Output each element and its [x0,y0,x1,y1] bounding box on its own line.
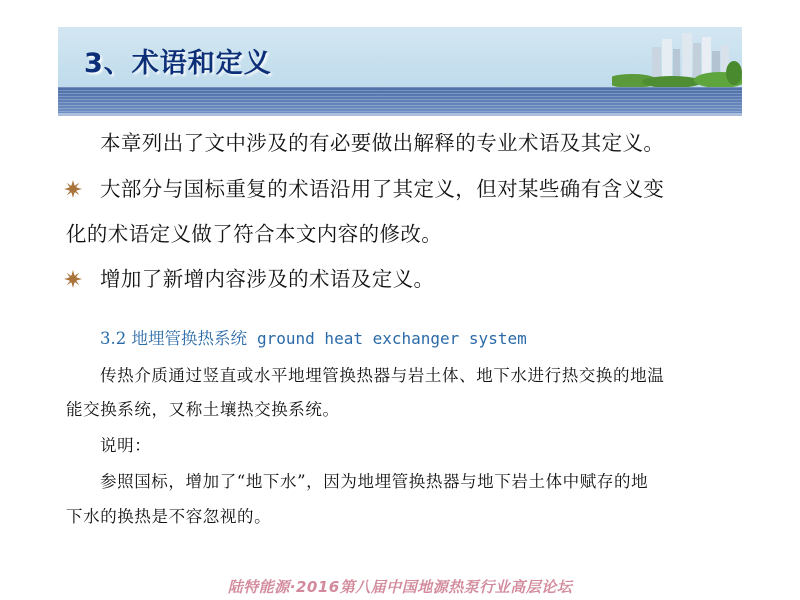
slide-title: 3、术语和定义 [84,48,272,79]
clause-heading [100,325,527,349]
note-line-2: 下水的换热是不容忽视的。 [66,507,272,526]
flower-bullet-icon [64,270,82,288]
bullet-item-1-line-1: 大部分与国标重复的术语沿用了其定义，但对某些确有含义变 [100,177,665,201]
note-label: 说明： [100,436,152,455]
header-stripe-band [58,87,742,113]
footer-caption: 陆特能源·2016第八届中国地源热泵行业高层论坛 [227,578,573,596]
note-line-1: 参照国标，增加了“地下水”，因为地埋管换热器与地下岩土体中赋存的地 [100,472,649,491]
city-skyline-illustration [612,27,742,87]
bullet-item-1-line-2: 化的术语定义做了符合本文内容的修改。 [66,222,443,246]
clause-heading-english: ground heat exchanger system [257,329,527,348]
definition-line-2: 能交换系统，又称土壤热交换系统。 [66,400,340,419]
definition-line-1: 传热介质通过竖直或水平地埋管换热器与岩土体、地下水进行热交换的地温 [100,366,665,385]
slide-header-banner [58,27,742,87]
intro-paragraph: 本章列出了文中涉及的有必要做出解释的专业术语及其定义。 [100,131,665,155]
bullet-item-2: 增加了新增内容涉及的术语及定义。 [100,267,435,291]
flower-bullet-icon [64,180,82,198]
header-divider [58,113,742,116]
clause-heading-chinese: 3.2 地埋管换热系统 [100,329,247,348]
